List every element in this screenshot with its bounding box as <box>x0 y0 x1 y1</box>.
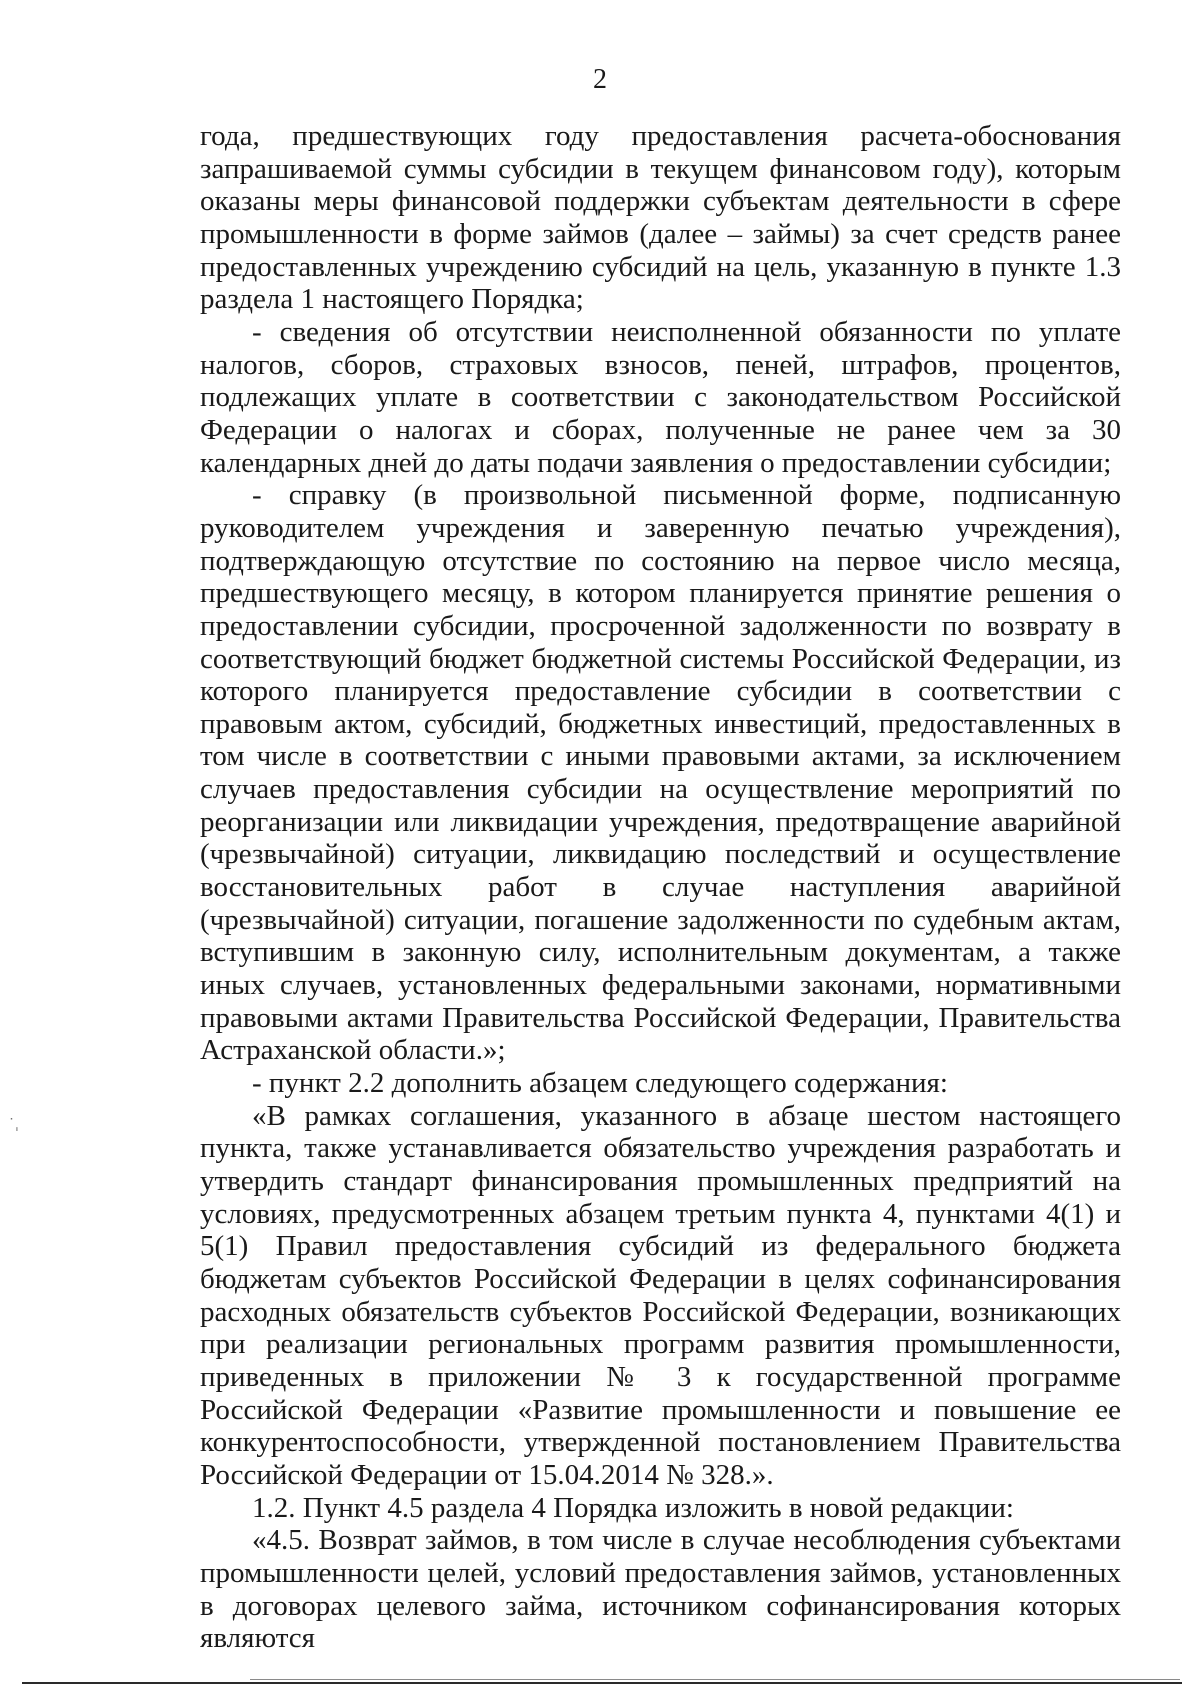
paragraph-continuation: года, предшествующих году предоставления расчета-обоснования запрашиваемой суммы субсидии в текущем финансовом году), которым оказаны меры финансовой поддержки субъектам деятельности в сфере промышленности в форме займов (далее – займы) за счет средств ранее предоставленных учреждению субсидий на цель, указанную в пункте 1.3 раздела 1 настоящего Порядка; <box>200 120 1121 316</box>
paragraph-item-1-2: 1.2. Пункт 4.5 раздела 4 Порядка изложить в новой редакции: <box>252 1491 1014 1524</box>
scan-edge-line <box>250 1679 1180 1680</box>
paragraph-agreement-quote: «В рамках соглашения, указанного в абзаце шестом настоящего пункта, также устанавливается обязательство учреждения разработать и утвердить стандарт финансирования промышленных предприятий на условиях, предусмотренных абзацем третьим пункта 4, пунктами 4(1) и 5(1) Правил предоставления субсидий из федерального бюджета бюджетам субъектов Российской Федерации в целях софинансирования расходных обязательств субъектов Российской Федерации, возникающих при реализации региональных программ развития промышленности, приведенных в приложении № 3 к государственной программе Российской Федерации «Развитие промышленности и повышение ее конкурентоспособности, утвержденной постановлением Правительства Российской Федерации от 15.04.2014 № 328.». <box>200 1099 1121 1491</box>
paragraph-amendment-2-2: - пункт 2.2 дополнить абзацем следующего содержания: <box>252 1067 948 1100</box>
scan-speck: ˙ˌ <box>8 1117 19 1133</box>
paragraph-tax-info: - сведения об отсутствии неисполненной обязанности по уплате налогов, сборов, страховых взносов, пеней, штрафов, процентов, подлежащих уплате в соответствии с законодательством Российской Федерации о налогах и сборах, полученные не ранее чем за 30 календарных дней до даты подачи заявления о предоставлении субсидии; <box>200 315 1121 479</box>
document-body <box>200 120 1121 1655</box>
scan-bottom-line <box>22 1682 1182 1684</box>
page-number: 2 <box>593 64 607 95</box>
paragraph-certificate: - справку (в произвольной письменной форме, подписанную руководителем учреждения и заверенную печатью учреждения), подтверждающую отсутствие по состоянию на первое число месяца, предшествующего месяцу, в котором планируется принятие решения о предоставлении субсидии, просроченной задолженности по возврату в соответствующий бюджет бюджетной системы Российской Федерации, из которого планируется предоставление субсидии в соответствии с правовым актом, субсидий, бюджетных инвестиций, предоставленных в том числе в соответствии с иными правовыми актами, за исключением случаев предоставления субсидии на осуществление мероприятий по реорганизации или ликвидации учреждения, предотвращение аварийной (чрезвычайной) ситуации, ликвидацию последствий и осуществление восстановительных работ в случае наступления аварийной (чрезвычайной) ситуации, погашение задолженности по судебным актам, вступившим в законную силу, исполнительным документам, а также иных случаев, установленных федеральными законами, нормативными правовыми актами Правительства Российской Федерации, Правительства Астраханской области.»; <box>200 479 1121 1067</box>
paragraph-item-4-5: «4.5. Возврат займов, в том числе в случае несоблюдения субъектами промышленности целей, условий предоставления займов, установленных в договорах целевого займа, источником софинансирования которых являются <box>200 1524 1121 1655</box>
